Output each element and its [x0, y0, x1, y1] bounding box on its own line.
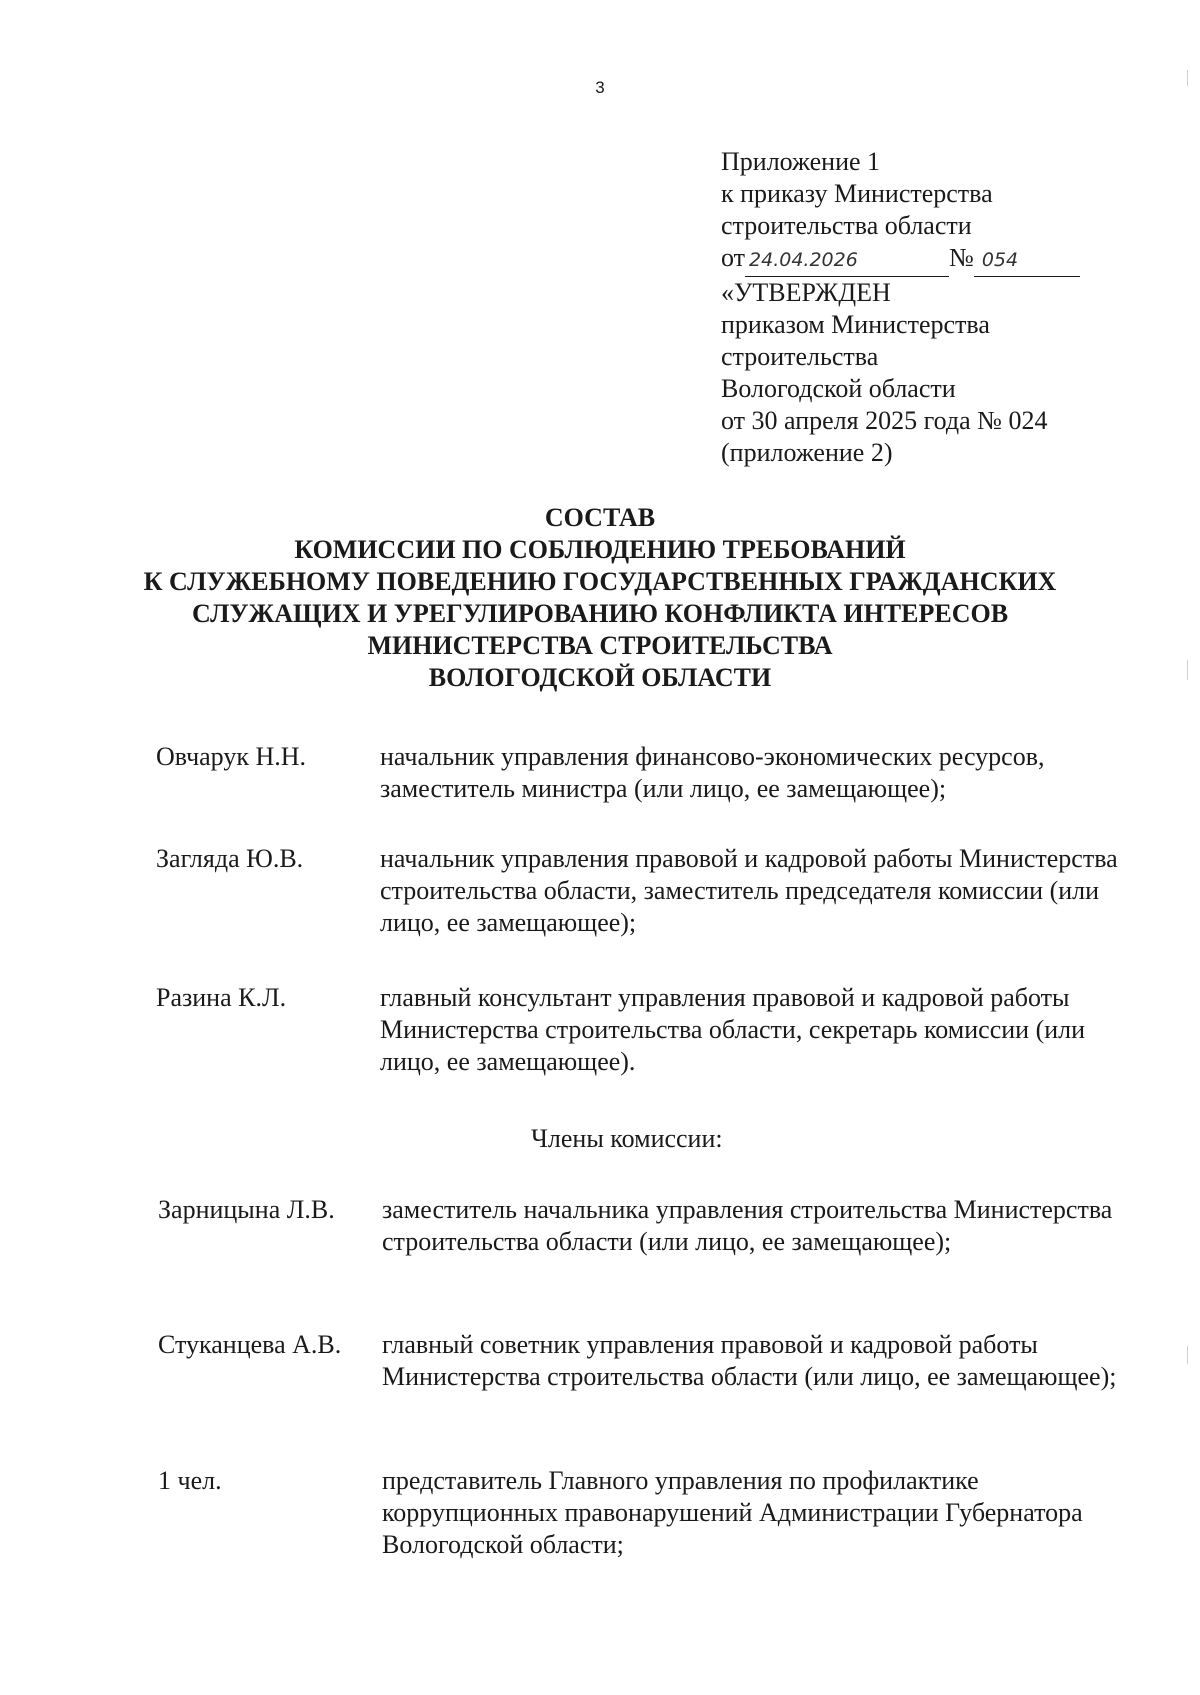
member-role: главный консультант управления правовой и кадровой работы Министерства строительства области, секретарь комиссии (или лицо, ее замещающее).: [380, 983, 1086, 1076]
number-prefix: №: [949, 243, 974, 272]
document-title: [0, 502, 1200, 694]
approved-region: Вологодской области: [721, 374, 956, 403]
approved-appendix-ref: (приложение 2): [721, 438, 893, 467]
scan-artifact: [1187, 70, 1188, 86]
member-name: Овчарук Н.Н.: [156, 742, 307, 771]
member-name: Стуканцева А.В.: [158, 1330, 342, 1359]
scan-artifact: [1187, 1346, 1188, 1364]
appendix-ministry: строительства области: [721, 211, 972, 240]
handwritten-date: 24.04.2026: [745, 244, 949, 277]
appendix-order-ref: к приказу Министерства: [721, 179, 993, 208]
handwritten-number: 054: [974, 244, 1080, 277]
approved-order: приказом Министерства: [721, 310, 990, 339]
appendix-date-line: [721, 242, 1080, 277]
date-prefix: от: [721, 243, 746, 272]
approved-label: «УТВЕРЖДЕН: [721, 278, 891, 307]
title-line: КОМИССИИ ПО СОБЛЮДЕНИЮ ТРЕБОВАНИЙ: [294, 535, 906, 564]
title-line: ВОЛОГОДСКОЙ ОБЛАСТИ: [428, 663, 772, 692]
member-role: начальник управления правовой и кадровой работы Министерства строительства области, заместитель председателя комиссии (или лицо, ее замещающее);: [380, 844, 1118, 937]
title-line: СОСТАВ: [544, 503, 656, 532]
approved-date: от 30 апреля 2025 года № 024: [721, 406, 1048, 435]
members-heading: Члены комиссии:: [531, 1124, 723, 1153]
member-name: Зарницына Л.В.: [158, 1195, 335, 1224]
appendix-block: [721, 146, 1080, 469]
approved-ministry: строительства: [721, 342, 879, 371]
title-line: К СЛУЖЕБНОМУ ПОВЕДЕНИЮ ГОСУДАРСТВЕННЫХ ГРАЖДАНСКИХ: [143, 567, 1057, 596]
member-name: 1 чел.: [158, 1466, 222, 1495]
scan-artifact: [1187, 660, 1188, 680]
member-role: главный советник управления правовой и кадровой работы Министерства строительства области (или лицо, ее замещающее);: [382, 1330, 1117, 1391]
member-name: Загляда Ю.В.: [156, 844, 304, 873]
title-line: МИНИСТЕРСТВА СТРОИТЕЛЬСТВА: [367, 631, 833, 660]
page-number: 3: [595, 78, 605, 97]
member-name: Разина К.Л.: [156, 983, 287, 1012]
title-line: СЛУЖАЩИХ И УРЕГУЛИРОВАНИЮ КОНФЛИКТА ИНТЕРЕСОВ: [191, 599, 1009, 628]
appendix-title: Приложение 1: [721, 147, 881, 176]
member-role: заместитель начальника управления строительства Министерства строительства области (или лицо, ее замещающее);: [382, 1195, 1113, 1256]
member-role: представитель Главного управления по профилактике коррупционных правонарушений Администрации Губернатора Вологодской области;: [382, 1466, 1083, 1559]
member-role: начальник управления финансово-экономических ресурсов, заместитель министра (или лицо, ее замещающее);: [380, 742, 1045, 803]
